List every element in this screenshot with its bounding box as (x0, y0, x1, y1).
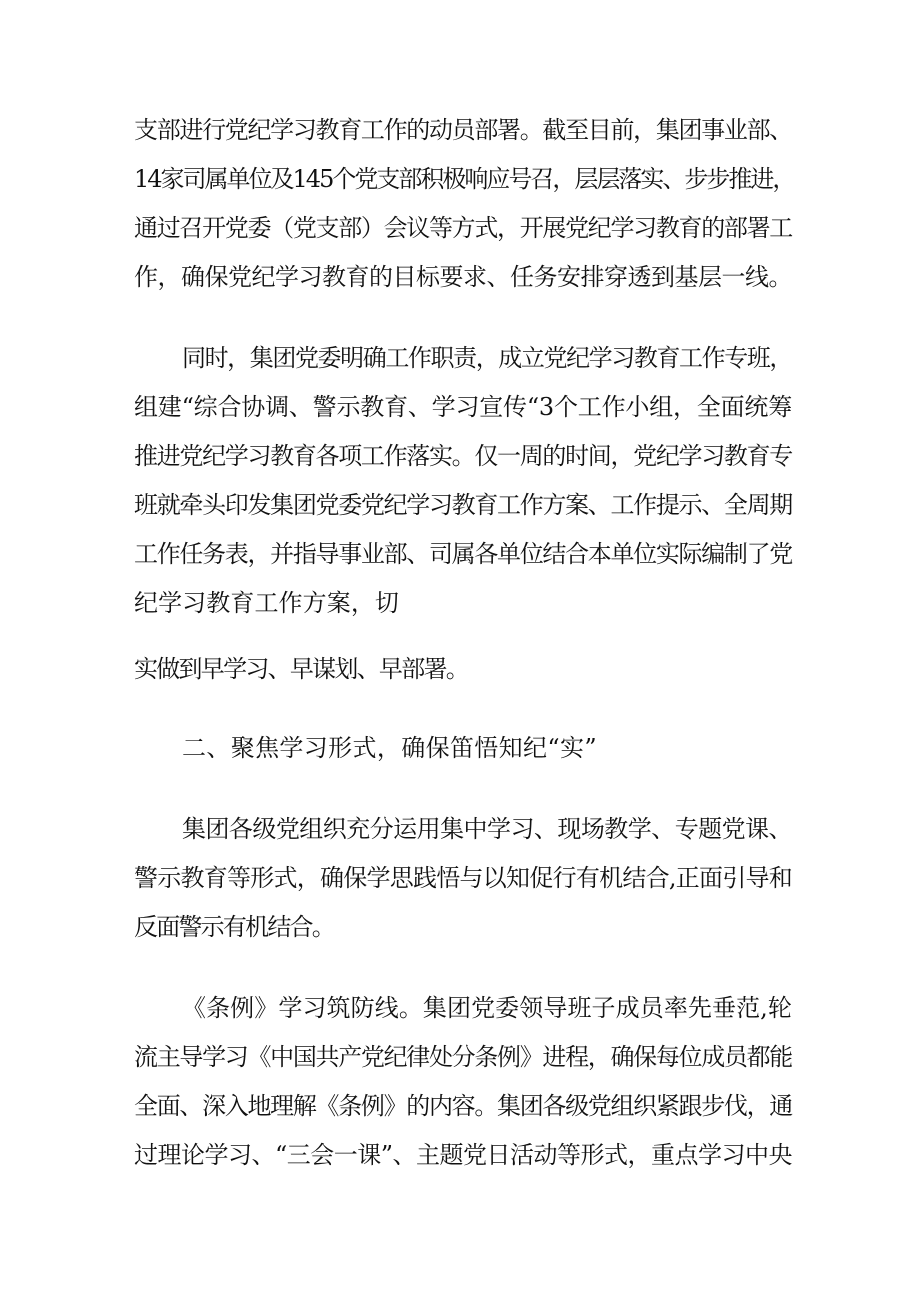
paragraph-6-line-2: 流主导学习《中国共产党纪律处分条例》进程，确保每位成员都能 (134, 1043, 792, 1071)
section-heading: 二、聚焦学习形式，确保笛悟知纪“实” (182, 734, 597, 762)
paragraph-6-line-1: 《条例》学习筑防线。集团党委领导班子成员率先垂范,轮 (182, 994, 792, 1022)
paragraph-5-line-1: 集团各级党组织充分运用集中学习、现场教学、专题党课、 (182, 815, 792, 843)
paragraph-2-line-3: 推进党纪学习教育各项工作落实。仅一周的时间，党纪学习教育专 (134, 442, 792, 470)
paragraph-1-line-2: 14家司属单位及145个党支部积极响应号召，层层落实、步步推进， (134, 165, 795, 193)
paragraph-2-line-2: 组建“综合协调、警示教育、学习宣传“3个工作小组，全面统筹 (134, 393, 792, 421)
paragraph-2-line-1: 同时，集团党委明确工作职责，成立党纪学习教育工作专班， (182, 344, 792, 372)
paragraph-2-line-4: 班就牵头印发集团党委党纪学习教育工作方案、工作提示、全周期 (134, 491, 792, 519)
paragraph-2-line-5: 工作任务表，并指导事业部、司属各单位结合本单位实际编制了党 (134, 540, 792, 568)
paragraph-1-line-4: 作，确保党纪学习教育的目标要求、任务安排穿透到基层一线。 (134, 263, 792, 291)
paragraph-5-line-2: 警示教育等形式，确保学思践悟与以知促行有机结合,正面引导和 (134, 864, 792, 892)
paragraph-6-line-4: 过理论学习、“三会一课”、主题党日活动等形式，重点学习中央 (134, 1141, 792, 1169)
paragraph-3-line-1: 实做到早学习、早谋划、早部署。 (134, 655, 468, 683)
paragraph-6-line-3: 全面、深入地理解《条例》的内容。集团各级党组织紧跟步伐，通 (134, 1092, 792, 1120)
paragraph-2-line-6: 纪学习教育工作方案，切 (134, 589, 399, 617)
paragraph-1-line-3: 通过召开党委（党支部）会议等方式，开展党纪学习教育的部署工 (134, 214, 792, 242)
paragraph-1-line-1: 支部进行党纪学习教育工作的动员部署。截至目前，集团事业部、 (134, 116, 792, 144)
paragraph-5-line-3: 反面警示有机结合。 (134, 913, 334, 941)
